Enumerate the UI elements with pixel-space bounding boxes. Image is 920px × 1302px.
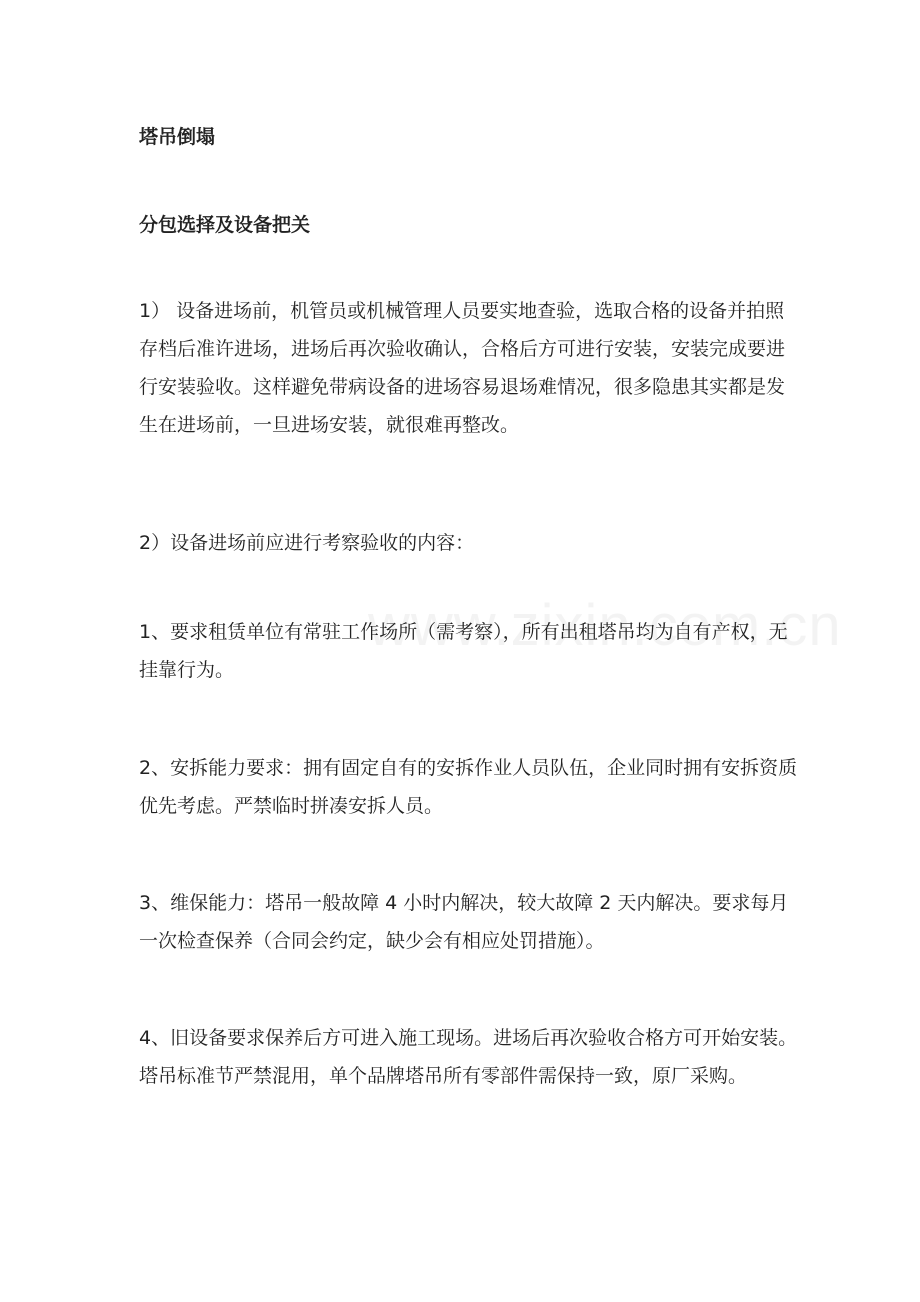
paragraph-5: 3、维保能力：塔吊一般故障 4 小时内解决，较大故障 2 天内解决。要求每月一次检查保养（合同会约定，缺少会有相应处罚措施）。 [139, 892, 789, 952]
paragraph-6: 4、旧设备要求保养后方可进入施工现场。进场后再次验收合格方可开始安装。塔吊标准节严禁混用，单个品牌塔吊所有零部件需保持一致，原厂采购。 [139, 1027, 798, 1087]
paragraph-4: 2、安拆能力要求：拥有固定自有的安拆作业人员队伍，企业同时拥有安拆资质优先考虑。严禁临时拼凑安拆人员。 [139, 757, 798, 817]
document-title: 塔吊倒塌 [139, 126, 216, 148]
section-heading: 分包选择及设备把关 [139, 214, 311, 236]
paragraph-1: 1） 设备进场前，机管员或机械管理人员要实地查验，选取合格的设备并拍照存档后准许进场，进场后再次验收确认，合格后方可进行安装，安装完成要进行安装验收。这样避免带病设备的进场容易退场难情况，很多隐患其实都是发生在进场前，一旦进场安装，就很难再整改。 [139, 300, 786, 436]
paragraph-3: 1、要求租赁单位有常驻工作场所（需考察），所有出租塔吊均为自有产权，无挂靠行为。 [139, 621, 788, 681]
paragraph-2: 2）设备进场前应进行考察验收的内容： [139, 532, 475, 554]
